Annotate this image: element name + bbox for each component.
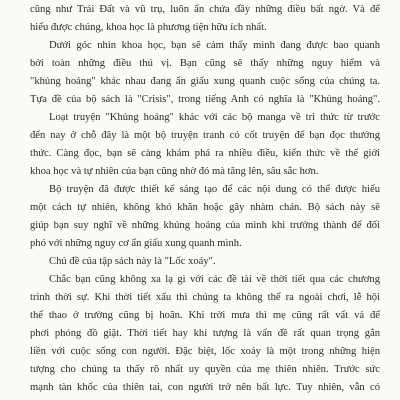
text-line: Dưới góc nhìn khoa học, bạn sẽ cảm thấy mình đang được bao quanh — [49, 40, 380, 51]
text-line: Tựa đề của bộ sách là "Crisis", trong tiếng Anh có nghĩa là "Khủng hoảng". — [30, 94, 380, 105]
text-line: thể thao ở trường cũng bị hoãn. Khi trời mưa thì mẹ cũng rất vất vả để — [30, 310, 380, 321]
text-line: hiểu được chúng, khoa học là phương tiện hữu ích nhất. — [30, 22, 267, 33]
text-line: giúp bạn suy nghĩ về những khủng hoảng của mình khi trưởng thành để đối — [30, 220, 380, 231]
text-line: phơi phóng đồ giặt. Thời tiết hay khí tượng là vấn đề rất quan trọng gắn — [30, 328, 380, 339]
text-line: liền với cuộc sống con người. Đặc biệt, lốc xoáy là một trong những hiện — [30, 346, 380, 357]
text-line: Bộ truyện đã được thiết kế sáng tạo để các nội dung có thể được hiểu — [49, 184, 380, 195]
text-line: khoa học và tự nhiên của bạn cũng nhờ đó mà tăng lên, sâu sắc hơn. — [30, 166, 319, 177]
text-line: Chắc bạn cũng không xa lạ gì với các đề tài về thời tiết qua các chương — [49, 274, 380, 285]
text-line: một cách tự nhiên, không khó khăn hoặc gây nhàm chán. Bộ sách này sẽ — [30, 202, 380, 213]
text-line: phó với những nguy cơ ẩn giấu xung quanh mình. — [30, 238, 242, 249]
text-line: thức. Càng đọc, bạn sẽ càng khám phá ra nhiều điều, kiến thức về thế giới — [30, 148, 380, 159]
text-line: Loạt truyện "Khủng hoảng" khác với các bộ manga về tri thức từ trước — [49, 112, 380, 123]
text-line: bởi toàn những điều thú vị. Bạn cũng sẽ thấy những nguy hiểm và — [30, 58, 380, 69]
body-text — [30, 1, 380, 397]
text-line: tượng cho chúng ta thấy rõ nhất uy quyền của mẹ thiên nhiên. Trước sức — [30, 364, 380, 375]
text-line: mạnh tàn khốc của thiên tai, con người trở nên bất lực. Tuy nhiên, vẫn có — [30, 382, 380, 393]
text-line: trình thời sự. Khi thời tiết xấu thì chúng ta không thể ra ngoài chơi, lễ hội — [30, 292, 380, 303]
text-line: cũng như Trái Đất và vũ trụ, luôn ẩn chứa đầy những điều bất ngờ. Và để — [30, 4, 380, 15]
text-line: "khủng hoảng" khác nhau đang ẩn giấu xung quanh cuộc sống của chúng ta. — [30, 76, 380, 87]
text-line: đến nay ở chỗ đây là một bộ truyện tranh có cốt truyện để bạn đọc thưởng — [30, 130, 380, 141]
text-line: Chủ đề của tập sách này là "Lốc xoáy". — [49, 256, 216, 267]
